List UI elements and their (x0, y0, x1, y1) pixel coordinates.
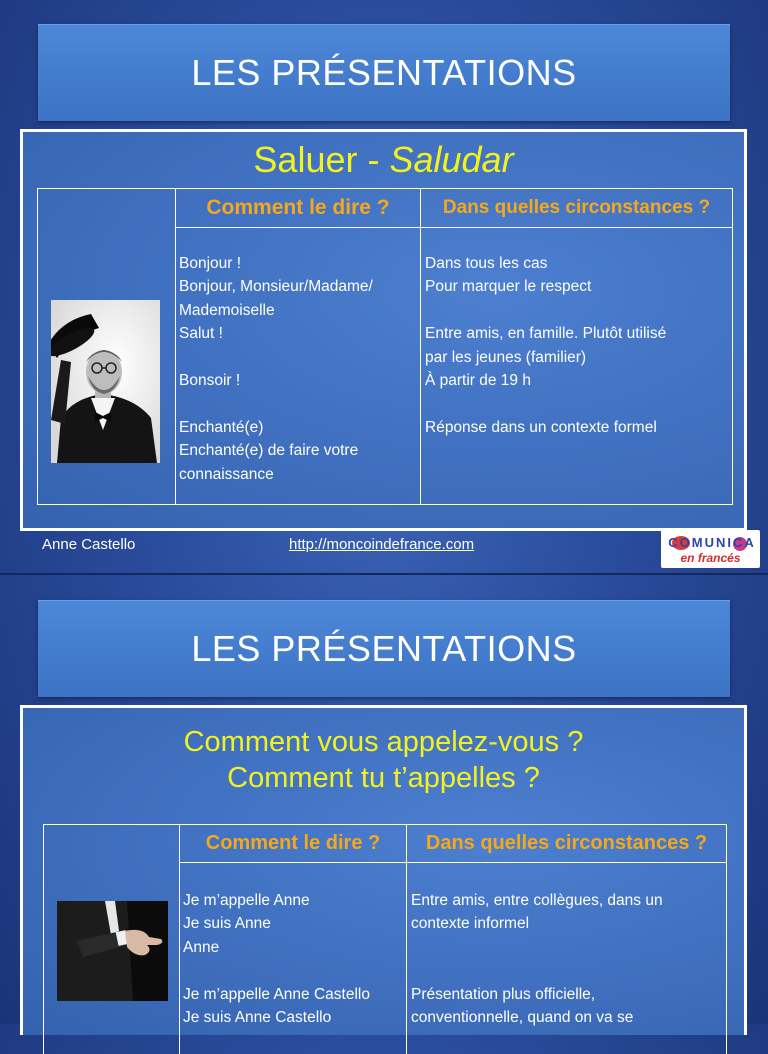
slide1-col-header-how: Comment le dire ? (206, 196, 390, 219)
slide2-header-divider (179, 862, 726, 863)
man-with-top-hat-photo (51, 300, 160, 463)
list-item: Réponse dans un contexte formel (425, 418, 657, 436)
list-item: Je m’appelle Anne Castello (183, 985, 370, 1003)
handshake-photo (57, 901, 168, 1001)
list-item (183, 959, 405, 982)
list-item: Anne (183, 938, 220, 956)
list-item: Entre amis, en famille. Plutôt utilisé (425, 325, 667, 343)
list-item (425, 299, 730, 322)
slide1-heading-sep: - (357, 139, 390, 180)
list-item: Pour marquer le respect (425, 278, 592, 296)
slide2-when-cell (411, 889, 723, 1029)
list-item: conventionnelle, quand on va se (411, 1009, 634, 1026)
slide1-panel (20, 129, 747, 531)
slide2-title-bar (38, 600, 730, 697)
list-item: contexte informel (411, 915, 530, 933)
slide1-heading-fr: Saluer (253, 139, 358, 180)
footer-author: Anne Castello (42, 536, 136, 553)
list-item: Enchanté(e) de faire votre (179, 442, 359, 460)
logo-subtext: en francés (680, 551, 741, 565)
list-item: Bonjour ! (179, 255, 242, 272)
slide2-how-cell (183, 889, 405, 1029)
slide2-title: LES PRÉSENTATIONS (191, 628, 577, 669)
list-item: Entre amis, entre collègues, dans un (411, 892, 663, 909)
list-item (179, 392, 417, 415)
list-item: Je suis Anne (183, 915, 271, 933)
slide1-when-cell (425, 252, 730, 439)
slide1-heading-es: Saludar (389, 139, 514, 180)
list-item: connaissance (179, 465, 274, 483)
list-item (425, 392, 730, 415)
slide1-header-divider (175, 227, 732, 228)
list-item: Bonjour, Monsieur/Madame/ (179, 278, 373, 296)
list-item: Je suis Anne Castello (183, 1009, 332, 1027)
list-item: Présentation plus officielle, (411, 985, 596, 1003)
slide2-heading-line1: Comment vous appelez-vous ? (183, 726, 584, 758)
handshake-icon (57, 901, 168, 1001)
list-item: Enchanté(e) (179, 418, 264, 436)
list-item: par les jeunes (familier) (425, 348, 587, 366)
list-item: Mademoiselle (179, 301, 275, 319)
slide2-heading-line2: Comment tu t’appelles ? (227, 762, 540, 794)
slide2-col-header-how: Comment le dire ? (205, 832, 381, 854)
slide1-col-header-when: Dans quelles circonstances ? (442, 197, 711, 218)
list-item (411, 959, 723, 982)
slide2-heading (23, 724, 744, 796)
slide1-table (37, 188, 733, 505)
slide1-heading (23, 139, 744, 181)
slide2-col-header-when: Dans quelles circonstances ? (425, 832, 708, 854)
comunica-logo (661, 530, 760, 568)
list-item: Je m’appelle Anne (183, 892, 310, 909)
slide-divider (0, 573, 768, 575)
slide1-how-cell (179, 252, 417, 486)
logo-text: COMUNICA (668, 535, 756, 550)
slide1-col-divider-1 (175, 189, 176, 504)
slide2-table (43, 824, 727, 1054)
list-item (411, 936, 723, 959)
slide1-col-divider-2 (420, 189, 421, 504)
list-item: Bonsoir ! (179, 372, 241, 390)
list-item (179, 346, 417, 369)
slide2-panel (20, 705, 747, 1035)
footer-link[interactable]: http://moncoindefrance.com (289, 536, 475, 553)
list-item: À partir de 19 h (425, 372, 531, 390)
list-item: Salut ! (179, 325, 223, 343)
list-item: Dans tous les cas (425, 255, 548, 272)
man-with-top-hat-icon (51, 300, 160, 463)
slide1-title: LES PRÉSENTATIONS (191, 52, 577, 93)
slide1-title-bar (38, 24, 730, 121)
